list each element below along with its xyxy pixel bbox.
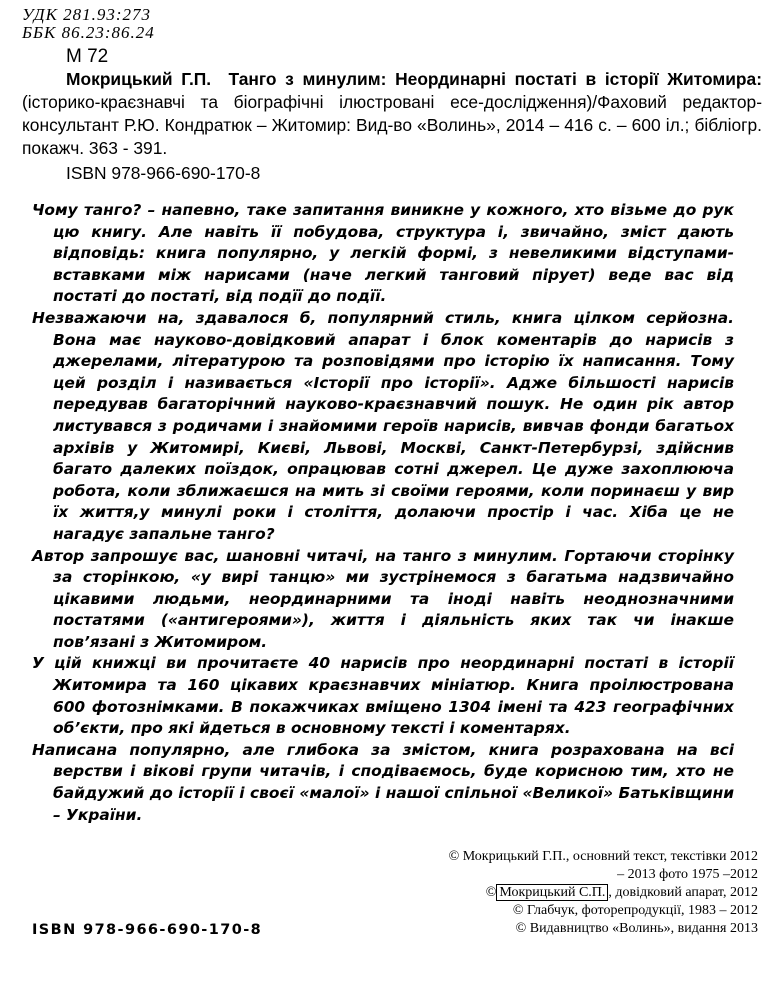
copyright-line — [372, 884, 758, 902]
copyright-symbol: © — [485, 885, 497, 900]
boxed-name: Мокрицький С.П. — [496, 884, 608, 901]
copyright-line: © Мокрицький Г.П., основний текст, текстівки 2012 — [448, 849, 758, 864]
copyright-line: – 2013 фото 1975 –2012 — [617, 867, 758, 882]
bbk-code: ББК 86.23:86.24 — [22, 23, 155, 42]
annotation-paragraph: Написана популярно, але глибока за змістом, книга розрахована на всі верстви і вікові групи читачів, і сподіваємось, буде корисною тим, хто не байдужий до історії і своєї «малої» і нашої спільної «Великої» Батьківщини – України. — [32, 740, 734, 824]
catalog-record — [22, 6, 762, 184]
isbn-bottom: ISBN 978-966-690-170-8 — [32, 922, 263, 938]
copyright-line: © Глабчук, фоторепродукції, 1983 – 2012 — [512, 903, 758, 918]
isbn-top: ISBN 978-966-690-170-8 — [66, 163, 261, 183]
record-title: Танго з минулим: Неординарні постаті в історії Житомира: — [228, 69, 762, 89]
annotation-paragraph: Автор запрошує вас, шановні читачі, на танго з минулим. Гортаючи сторінку за сторінкою, «у вирі танцю» ми зустрінемося з багатьма надзвичайно цікавими людьми, неординарними та іноді навіть неоднозначними постатями («антигероями»), життя і діяльність яких так чи інакше пов’язані з Житомиром. — [32, 546, 734, 651]
annotation — [32, 200, 734, 826]
copyright-line: © Видавництво «Волинь», видання 2013 — [515, 921, 758, 936]
bibliographic-record — [22, 68, 762, 160]
annotation-paragraph: У цій книжці ви прочитаєте 40 нарисів про неординарні постаті в історії Житомира та 160 цікавих краєзнавчих мініатюр. Книга проілюстрована 600 фотознімками. В покажчиках вміщено 1304 імені та 423 географічних об’єкти, про які йдеться в основному тексті і коментарях. — [32, 654, 734, 738]
author-mark: М 72 — [66, 46, 109, 67]
copyright-text: , довідковий апарат, 2012 — [608, 885, 758, 900]
copyright-block — [372, 848, 758, 938]
record-author: Мокрицький Г.П. — [66, 69, 212, 89]
record-details: (історико-краєзнавчі та біографічні ілюстровані есе-дослідження)/Фаховий редактор-консультант Р.Ю. Кондратюк – Житомир: Вид-во «Волинь», 2014 – 416 с. – 600 іл.; бібліогр. покажч. 363 - 391. — [22, 92, 762, 158]
annotation-paragraph: Незважаючи на, здавалося б, популярний стиль, книга цілком серйозна. Вона має науково-довідковий апарат і блок коментарів до нарисів з джерелами, літературою та розповідями про історію їх написання. Тому цей розділ і називається «Історії про історії». Адже більшості нарисів передував багаторічний науково-краєзнавчий пошук. Не один рік автор листувався з родичами і знайомими героїв нарисів, вивчав фонди багатьох архівів у Житомирі, Києві, Львові, Москві, Санкт-Петербурзі, здійснив багато далеких поїздок, опрацював сотні джерел. Це дуже захоплююча робота, коли зближаєшся на мить зі своїми героями, коли поринаєш у вир їх життя,у минулі роки і століття, долаючи простір і час. Хіба це не нагадує запальне танго? — [32, 308, 734, 543]
annotation-paragraph: Чому танго? – напевно, таке запитання виникне у кожного, хто візьме до рук цю книгу. Але навіть її побудова, структура і, звичайно, зміст дають відповідь: книга популярно, у легкій формі, з невеликими відступами-вставками між нарисами (наче легкий танговий пірует) веде вас від постаті до постаті, від подїї до подїї. — [32, 201, 734, 306]
udk-code: УДК 281.93:273 — [22, 5, 152, 24]
